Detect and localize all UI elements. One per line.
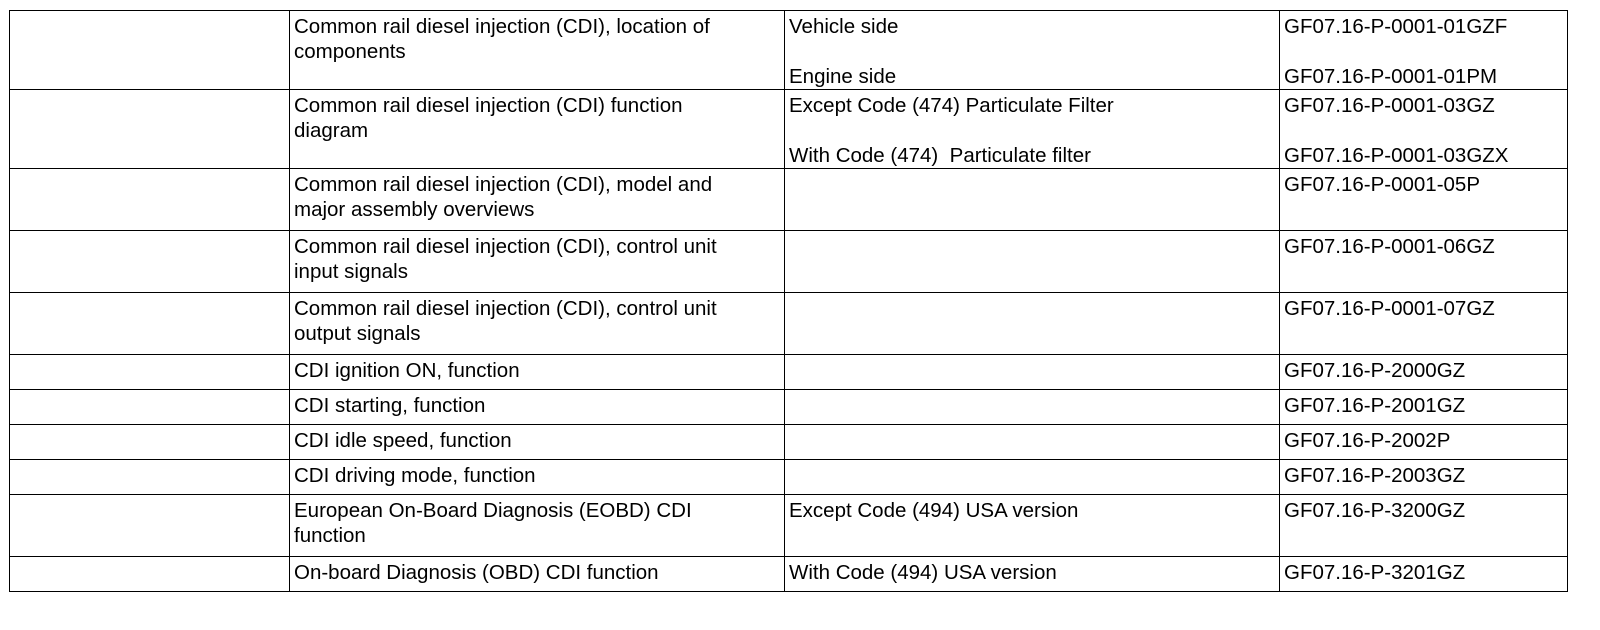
document-code-link[interactable]: GF07.16-P-0001-07GZ bbox=[1284, 297, 1495, 320]
document-code-link[interactable]: GF07.16-P-0001-06GZ bbox=[1284, 235, 1495, 258]
table-row bbox=[10, 495, 1568, 557]
description-line: Common rail diesel injection (CDI), control unit bbox=[294, 235, 717, 258]
variant-cell bbox=[785, 460, 1280, 495]
document-code-link[interactable]: GF07.16-P-2003GZ bbox=[1284, 464, 1466, 487]
document-code-link[interactable]: GF07.16-P-3200GZ bbox=[1284, 499, 1466, 522]
code-cell bbox=[1280, 425, 1568, 460]
code-cell bbox=[1280, 90, 1568, 169]
description-line: input signals bbox=[294, 260, 408, 283]
description-line: CDI starting, function bbox=[294, 394, 486, 417]
description-line: output signals bbox=[294, 322, 421, 345]
variant-cell bbox=[785, 425, 1280, 460]
table-row bbox=[10, 90, 1568, 169]
code-cell bbox=[1280, 495, 1568, 557]
document-code-link[interactable]: GF07.16-P-2002P bbox=[1284, 429, 1451, 452]
blank-cell bbox=[10, 169, 290, 231]
description-line: CDI driving mode, function bbox=[294, 464, 536, 487]
blank-cell bbox=[10, 231, 290, 293]
blank-cell bbox=[10, 425, 290, 460]
description-line: major assembly overviews bbox=[294, 198, 535, 221]
blank-cell bbox=[10, 11, 290, 90]
table-row bbox=[10, 460, 1568, 495]
code-cell bbox=[1280, 293, 1568, 355]
description-line: Common rail diesel injection (CDI) function bbox=[294, 94, 683, 117]
table-row bbox=[10, 557, 1568, 592]
variant-cell bbox=[785, 169, 1280, 231]
description-cell bbox=[290, 355, 785, 390]
blank-cell bbox=[10, 390, 290, 425]
blank-cell bbox=[10, 495, 290, 557]
document-reference-table bbox=[9, 10, 1568, 592]
variant-cell bbox=[785, 355, 1280, 390]
document-code-link[interactable]: GF07.16-P-0001-03GZ bbox=[1284, 94, 1495, 117]
description-cell bbox=[290, 425, 785, 460]
variant-text: Engine side bbox=[789, 65, 897, 88]
description-cell bbox=[290, 11, 785, 90]
table-row bbox=[10, 169, 1568, 231]
code-cell bbox=[1280, 169, 1568, 231]
table-row bbox=[10, 293, 1568, 355]
document-code-link[interactable]: GF07.16-P-0001-05P bbox=[1284, 173, 1481, 196]
table-row bbox=[10, 355, 1568, 390]
description-line: Common rail diesel injection (CDI), control unit bbox=[294, 297, 717, 320]
variant-text: Vehicle side bbox=[789, 15, 899, 38]
variant-cell bbox=[785, 293, 1280, 355]
document-code-link[interactable]: GF07.16-P-3201GZ bbox=[1284, 561, 1466, 584]
blank-cell bbox=[10, 90, 290, 169]
description-cell bbox=[290, 169, 785, 231]
description-line: CDI ignition ON, function bbox=[294, 359, 520, 382]
blank-cell bbox=[10, 460, 290, 495]
table-row bbox=[10, 390, 1568, 425]
variant-text: Except Code (474) Particulate Filter bbox=[789, 94, 1114, 117]
description-line: diagram bbox=[294, 119, 369, 142]
description-cell bbox=[290, 231, 785, 293]
code-cell bbox=[1280, 231, 1568, 293]
description-cell bbox=[290, 460, 785, 495]
description-cell bbox=[290, 390, 785, 425]
description-cell bbox=[290, 557, 785, 592]
variant-cell bbox=[785, 557, 1280, 592]
description-cell bbox=[290, 90, 785, 169]
description-cell bbox=[290, 495, 785, 557]
code-cell bbox=[1280, 390, 1568, 425]
variant-text: With Code (494) USA version bbox=[789, 561, 1057, 584]
document-code-link[interactable]: GF07.16-P-2000GZ bbox=[1284, 359, 1466, 382]
description-line: components bbox=[294, 40, 406, 63]
variant-cell bbox=[785, 390, 1280, 425]
code-cell bbox=[1280, 460, 1568, 495]
variant-cell bbox=[785, 11, 1280, 90]
blank-cell bbox=[10, 557, 290, 592]
variant-text: Except Code (494) USA version bbox=[789, 499, 1079, 522]
variant-cell bbox=[785, 495, 1280, 557]
blank-cell bbox=[10, 355, 290, 390]
variant-text: With Code (474) Particulate filter bbox=[789, 144, 1091, 167]
document-code-link[interactable]: GF07.16-P-2001GZ bbox=[1284, 394, 1466, 417]
code-cell bbox=[1280, 11, 1568, 90]
code-cell bbox=[1280, 355, 1568, 390]
description-line: Common rail diesel injection (CDI), location of bbox=[294, 15, 710, 38]
document-code-link[interactable]: GF07.16-P-0001-03GZX bbox=[1284, 144, 1509, 167]
variant-cell bbox=[785, 90, 1280, 169]
document-code-link[interactable]: GF07.16-P-0001-01PM bbox=[1284, 65, 1498, 88]
code-cell bbox=[1280, 557, 1568, 592]
table-row bbox=[10, 11, 1568, 90]
description-line: function bbox=[294, 524, 366, 547]
blank-cell bbox=[10, 293, 290, 355]
description-line: CDI idle speed, function bbox=[294, 429, 512, 452]
table-row bbox=[10, 425, 1568, 460]
document-code-link[interactable]: GF07.16-P-0001-01GZF bbox=[1284, 15, 1508, 38]
description-line: Common rail diesel injection (CDI), model and bbox=[294, 173, 713, 196]
table-row bbox=[10, 231, 1568, 293]
description-cell bbox=[290, 293, 785, 355]
variant-cell bbox=[785, 231, 1280, 293]
description-line: On-board Diagnosis (OBD) CDI function bbox=[294, 561, 659, 584]
description-line: European On-Board Diagnosis (EOBD) CDI bbox=[294, 499, 692, 522]
